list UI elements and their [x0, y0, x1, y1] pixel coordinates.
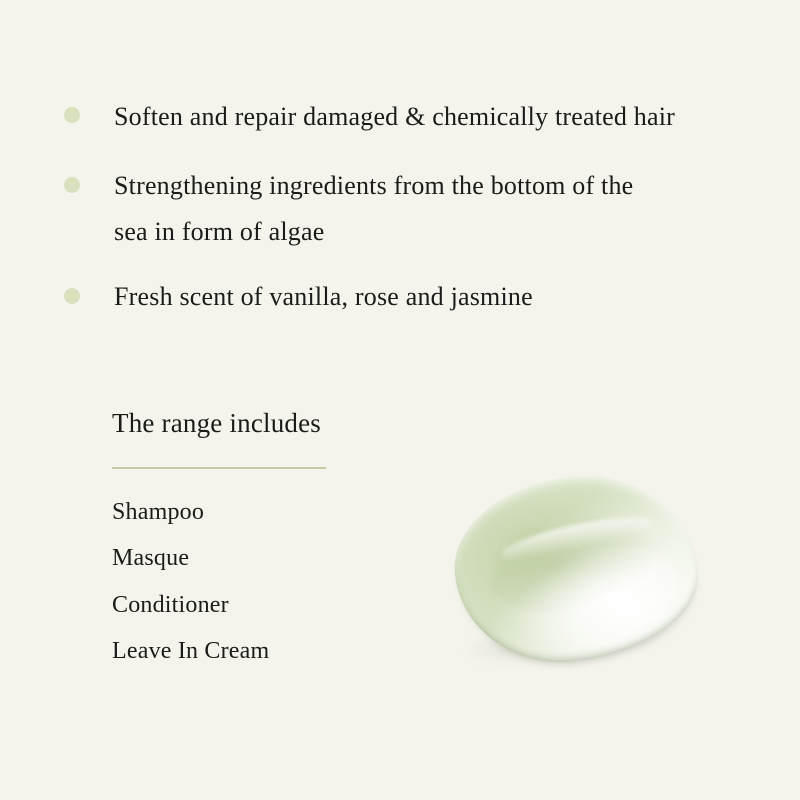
range-product: Shampoo — [112, 499, 205, 525]
bullet-dot-icon — [64, 177, 80, 193]
benefit-line: Fresh scent of vanilla, rose and jasmine — [114, 282, 533, 311]
benefit-line: Strengthening ingredients from the bottom of the — [114, 171, 634, 200]
benefit-item — [114, 94, 675, 140]
benefit-line: sea in form of algae — [114, 217, 325, 246]
bullet-dot-icon — [64, 107, 80, 123]
bullet-dot-icon — [64, 288, 80, 304]
divider-line — [112, 467, 326, 469]
range-product: Conditioner — [112, 592, 229, 618]
range-heading: The range includes — [112, 408, 322, 438]
range-product: Leave In Cream — [112, 638, 270, 664]
benefit-item — [114, 274, 533, 320]
benefit-line: Soften and repair damaged & chemically treated hair — [114, 102, 676, 131]
range-product: Masque — [112, 545, 190, 571]
benefit-item — [114, 163, 633, 255]
